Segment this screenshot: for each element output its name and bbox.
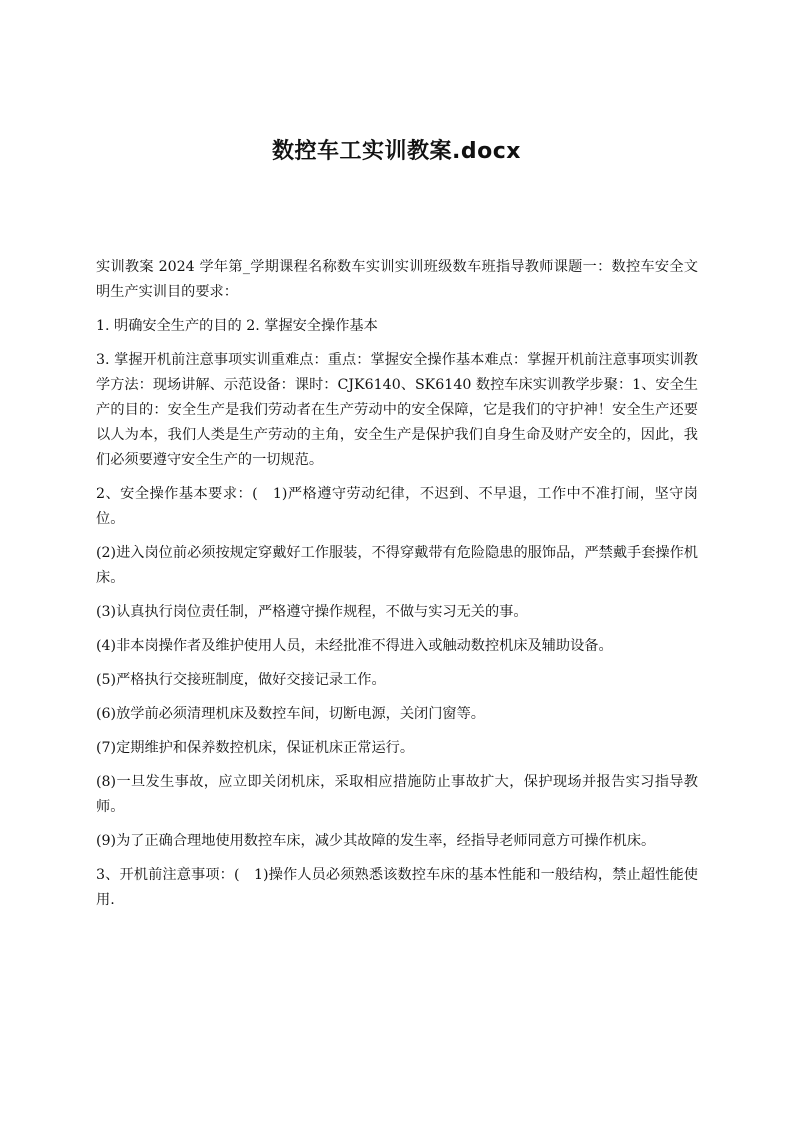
document-title: 数控车工实训教案.docx bbox=[272, 139, 521, 164]
paragraph-rule-9: (9)为了正确合理地使用数控车床，减少其故障的发生率，经指导老师同意方可操作机床。 bbox=[96, 833, 656, 849]
paragraph-course-info: 实训教案 2024 学年第_学期课程名称数车实训实训班级数车班指导教师课题一：数控车安全文明生产实训目的要求： bbox=[96, 259, 698, 300]
paragraph-rule-2: (2)进入岗位前必须按规定穿戴好工作服装，不得穿戴带有危险隐患的服饰品，严禁戴手套操作机床。 bbox=[96, 545, 698, 586]
paragraph-rule-5: (5)严格执行交接班制度，做好交接记录工作。 bbox=[96, 672, 386, 688]
paragraph-rule-1: 2、安全操作基本要求：( 1)严格遵守劳动纪律，不迟到、不早退，工作中不准打闹，坚守岗位。 bbox=[96, 486, 698, 527]
paragraph-objectives: 1. 明确安全生产的目的 2. 掌握安全操作基本 bbox=[96, 318, 378, 334]
paragraph-key-points: 3. 掌握开机前注意事项实训重难点：重点：掌握安全操作基本难点：掌握开机前注意事项实训教学方法：现场讲解、示范设备：课时：CJK6140、SK6140 数控车床实训教学步聚：1、安全生产的目的：安全生产是我们劳动者在生产劳动中的安全保障，它是我们的守护神！安全生产还要以人为本，我们人类是生产劳动的主角，安全生产是保护我们自身生命及财产安全的，因此，我们必须要遵守安全生产的一切规范。 bbox=[96, 352, 698, 468]
paragraph-startup-notes: 3、开机前注意事项：( 1)操作人员必须熟悉该数控车床的基本性能和一般结构，禁止超性能使用. bbox=[96, 867, 698, 908]
document-body bbox=[96, 255, 698, 922]
paragraph-rule-8: (8)一旦发生事故，应立即关闭机床，采取相应措施防止事故扩大，保护现场并报告实习指导教师。 bbox=[96, 774, 698, 815]
paragraph-rule-7: (7)定期维护和保养数控机床，保证机床正常运行。 bbox=[96, 740, 415, 756]
paragraph-rule-3: (3)认真执行岗位责任制，严格遵守操作规程，不做与实习无关的事。 bbox=[96, 604, 528, 620]
paragraph-rule-4: (4)非本岗操作者及维护使用人员，未经批准不得进入或触动数控机床及辅助设备。 bbox=[96, 638, 613, 654]
paragraph-rule-6: (6)放学前必须清理机床及数控车间，切断电源，关闭门窗等。 bbox=[96, 706, 485, 722]
